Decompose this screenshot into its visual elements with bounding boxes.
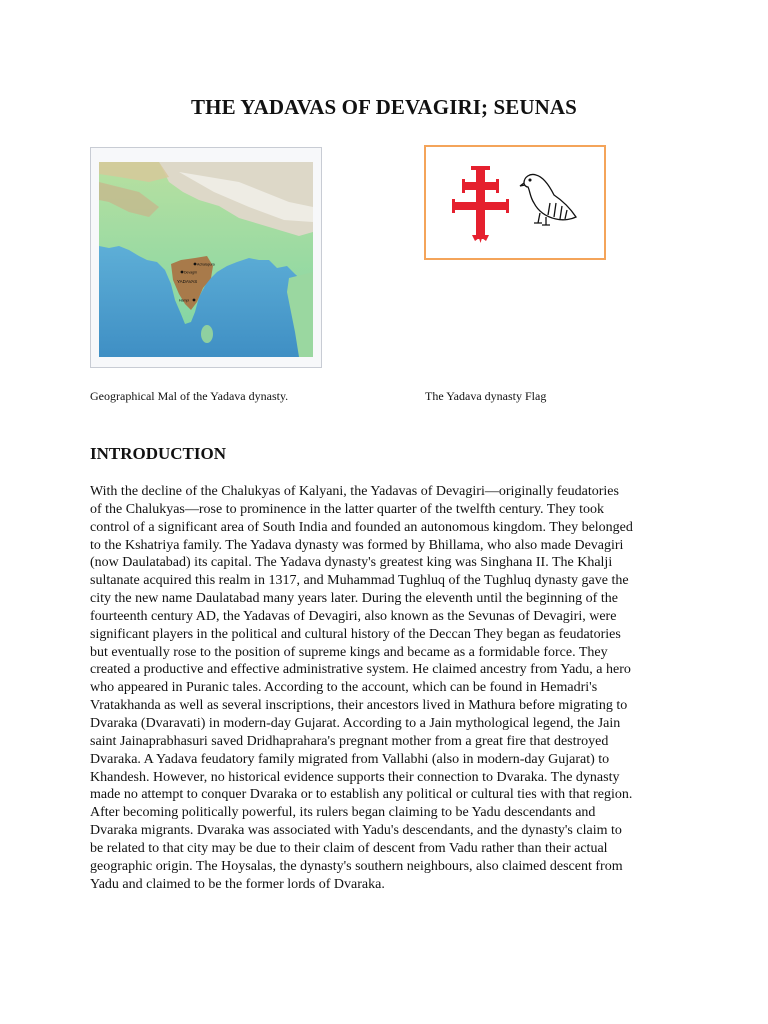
flag-figure: [424, 145, 606, 260]
page-title: THE YADAVAS OF DEVAGIRI; SEUNAS: [191, 95, 577, 119]
body-line: but eventually rose to the position of supreme kings and became as a formidable force. They: [90, 644, 608, 660]
body-line: created a productive and effective administrative system. He claimed ancestry from Yadu, a hero: [90, 662, 631, 678]
double-cross-icon: [452, 166, 509, 243]
body-line: of the Chalukyas—rose to prominence in the latter quarter of the twelfth century. They took: [90, 501, 604, 517]
body-line: to the Kshatriya family. The Yadava dynasty was formed by Bhillama, who also made Devagiri: [90, 537, 624, 553]
india-map-image: [99, 162, 313, 357]
body-line: saint Jainaprabhasuri saved Dridhaprahara's pregnant mother from a great fire that destroyed: [90, 733, 609, 749]
section-body: [90, 483, 690, 893]
body-line: After becoming politically powerful, its rulers began claiming to be Yadu descendants and: [90, 805, 596, 821]
body-line: Vratakhanda as well as several inscriptions, their ancestors lived in Mathura before migrating to: [90, 698, 628, 714]
body-line: who appeared in Puranic tales. According to the account, which can be found in Hemadri's: [90, 680, 598, 696]
body-line: fourteenth century AD, the Yadavas of Devagiri, also known as the Sevunas of Devagiri, were: [90, 608, 617, 624]
body-line: be related to that city may be due to their claim of descent from Vadu rather than their actual: [90, 840, 608, 856]
body-line: Khandesh. However, no historical evidence supports their connection to Dvaraka. The dynasty: [90, 769, 620, 785]
body-line: sultanate acquired this realm in 1317, and Muhammad Tughluq of the Tughluq dynasty gave the: [90, 573, 629, 589]
body-line: (now Daulatabad) its capital. The Yadava dynasty's greatest king was Singhana II. The Khalji: [90, 555, 613, 571]
map-label-hampi: Hampi: [179, 298, 190, 303]
section-heading: INTRODUCTION: [90, 444, 227, 463]
body-line: Yadu and claimed to be the former lords of Dvaraka.: [90, 876, 385, 892]
map-label-yadavas: YADAVAS: [177, 279, 198, 284]
body-line: geographic origin. The Hoysalas, the dynasty's southern neighbours, also claimed descent from: [90, 858, 623, 874]
map-figure: [90, 147, 322, 368]
yadava-flag-image: [426, 147, 604, 258]
bird-icon: [520, 174, 576, 225]
body-line: significant players in the political and cultural history of the Deccan They began as feudatories: [90, 626, 621, 642]
body-line: With the decline of the Chalukyas of Kalyani, the Yadavas of Devagiri—originally feudatories: [90, 484, 619, 499]
body-line: Dvaraka. A Yadava feudatory family migrated from Vallabhi (also in modern-day Gujarat) to: [90, 751, 610, 767]
map-label-devagiri: Devagiri: [184, 270, 197, 275]
body-line: Dvaraka migrants. Dvaraka was associated with Yadu's descendants, and the dynasty's claim to: [90, 823, 622, 839]
body-line: Dvaraka (Dvaravati) in modern-day Gujarat. According to a Jain mythological legend, the Jain: [90, 715, 621, 731]
body-line: made no attempt to conquer Dvaraka or to establish any political or cultural ties with that region.: [90, 787, 633, 803]
map-label-achalapura: Achalapura: [197, 262, 215, 267]
map-caption: Geographical Mal of the Yadava dynasty.: [90, 389, 289, 403]
flag-caption: The Yadava dynasty Flag: [425, 389, 547, 403]
body-line: control of a significant area of South India and founded an autonomous kingdom. They belonged: [90, 519, 633, 535]
body-line: city the new name Daulatabad many years later. During the eleventh until the beginning of the: [90, 591, 618, 607]
